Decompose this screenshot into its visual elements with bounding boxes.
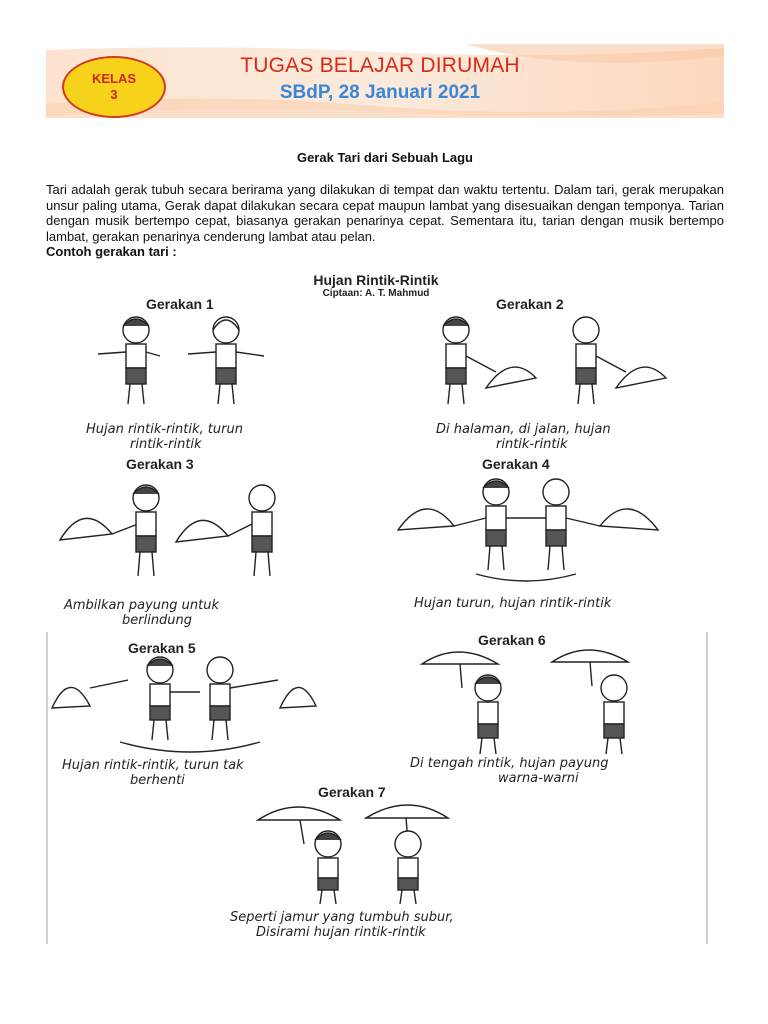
move-2-figures (426, 312, 676, 412)
move-5-figures (50, 658, 320, 754)
article-paragraph: Tari adalah gerak tubuh secara berirama yang dilakukan di tempat dan waktu tertentu. Dalam tari, gerak merupakan unsur paling utama, Gerak dapat dilakukan secara cepat maupun lambat yang disesuaikan dengan temponya. Tarian dengan musik bertempo cepat, biasanya gerakan penarinya cepat. Sementara itu, tarian dengan musik bertempo lambat, gerakan penarinya cenderung lambat atau pelan. (46, 182, 724, 244)
illustration-panel-bottom (46, 632, 708, 944)
move-7-caption-line2: Disirami hujan rintik-rintik (256, 925, 426, 940)
page-subtitle: SBdP, 28 Januari 2021 (279, 82, 481, 103)
move-7-caption-line1: Seperti jamur yang tumbuh subur, (230, 910, 454, 925)
song-author: Ciptaan: A. T. Mahmud (322, 288, 430, 299)
song-title: Hujan Rintik-Rintik (313, 272, 439, 288)
class-badge (62, 56, 166, 118)
examples-label: Contoh gerakan tari : (46, 244, 177, 259)
move-2-caption-line1: Di halaman, di jalan, hujan (436, 422, 611, 437)
move-4-figures (396, 474, 666, 584)
move-5-caption-line1: Hujan rintik-rintik, turun tak (62, 758, 244, 773)
move-4-title: Gerakan 4 (482, 456, 550, 472)
move-2-caption-line2: rintik-rintik (496, 437, 568, 452)
move-3-title: Gerakan 3 (126, 456, 194, 472)
dance-illustration (46, 266, 708, 946)
move-1-title: Gerakan 1 (146, 296, 214, 312)
move-4-caption-line1: Hujan turun, hujan rintik-rintik (414, 596, 612, 611)
move-2-title: Gerakan 2 (496, 296, 564, 312)
move-5-title: Gerakan 5 (128, 640, 196, 656)
move-7-figures (248, 800, 458, 906)
move-6-caption-line1: Di tengah rintik, hujan payung (410, 756, 609, 771)
move-1-caption-line1: Hujan rintik-rintik, turun (86, 422, 243, 437)
move-6-title: Gerakan 6 (478, 632, 546, 648)
page-title: TUGAS BELAJAR DIRUMAH (240, 54, 520, 77)
move-1-figures (96, 312, 316, 408)
class-badge-number: 3 (110, 87, 118, 102)
illustration-panel-top (46, 266, 702, 630)
move-3-figures (56, 480, 296, 590)
move-6-figures (418, 648, 658, 758)
move-3-caption-line2: berlindung (122, 613, 193, 628)
move-5-caption-line2: berhenti (130, 773, 185, 788)
move-1-caption-line2: rintik-rintik (130, 437, 202, 452)
article-heading: Gerak Tari dari Sebuah Lagu (296, 150, 474, 165)
class-badge-label: KELAS (91, 71, 137, 86)
move-6-caption-line2: warna-warni (498, 771, 579, 786)
move-7-title: Gerakan 7 (318, 784, 386, 800)
move-3-caption-line1: Ambilkan payung untuk (64, 598, 220, 613)
